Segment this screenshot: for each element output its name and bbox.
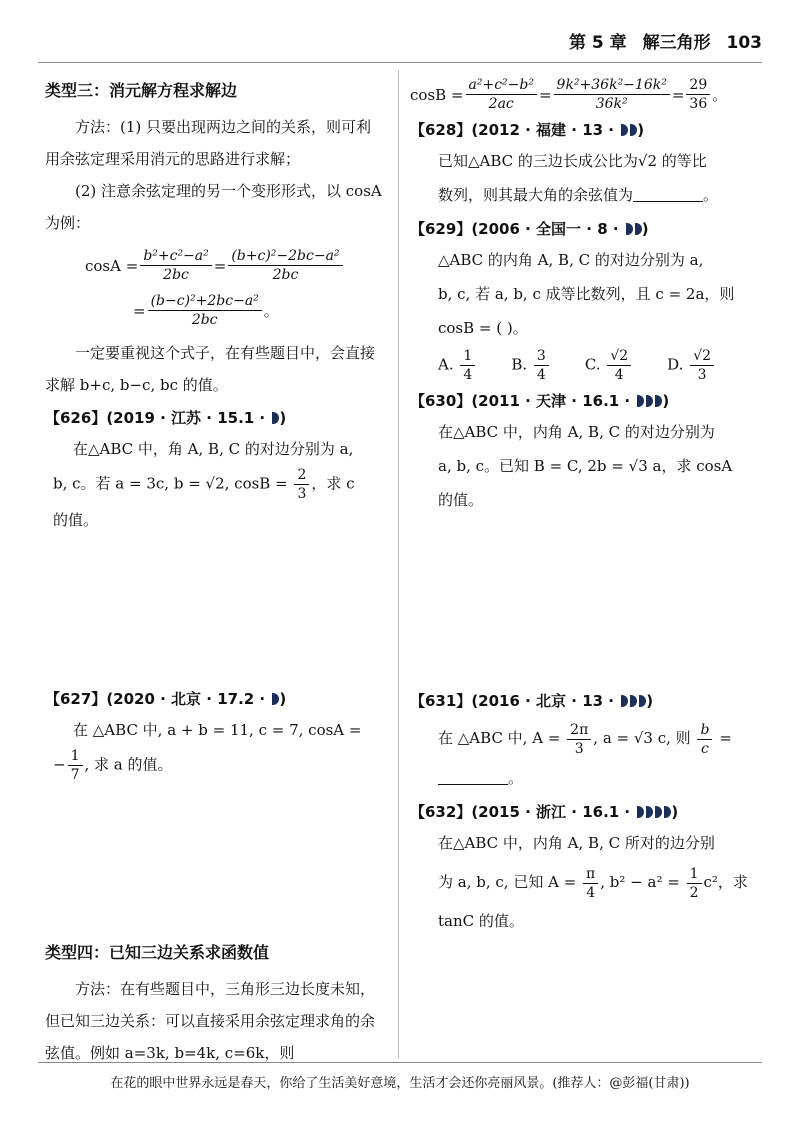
type4-title: 类型四：已知三边关系求函数值 <box>45 943 270 962</box>
difficulty-icon <box>630 695 637 707</box>
problem-627-line1: 在 △ABC 中, a + b = 11, c = 7, cosA = <box>73 721 362 739</box>
difficulty-icon <box>639 695 646 707</box>
difficulty-icon <box>630 124 637 136</box>
type3-title: 类型三：消元解方程求解边 <box>45 81 238 100</box>
fraction: $\frac{\text{(b−c)²+2bc−a²}}{2bc}$ <box>148 292 262 329</box>
problem-628-header: 【628】(2012 · 福建 · 13 · ) <box>410 121 645 139</box>
problem-628-line2: 数列，则其最大角的余弦值为 。 <box>438 186 719 204</box>
cosA-equation-1: cosA = $\frac{\text{b²+c²−a²}}{2bc}$ = $\frac{\text{(b+c)²−2bc−a²}}{2bc}$ <box>85 247 385 284</box>
problem-626-line3: 的值。 <box>53 511 99 529</box>
difficulty-icon <box>646 395 653 407</box>
problem-629-line3: cosB = ( )。 <box>438 319 528 337</box>
problem-630-line3: 的值。 <box>438 491 484 509</box>
eq-lhs: cosA = <box>85 256 139 275</box>
problem-626-header: 【626】(2019 · 江苏 · 15.1 · ) <box>45 409 287 427</box>
problem-629-line2: b, c, 若 a, b, c 成等比数列，且 c = 2a，则 <box>438 285 735 303</box>
type3-note: 一定要重视这个式子，在有些题目中，会直接求解 b+c, b−c, bc 的值。 <box>45 344 376 394</box>
footer-quote: 在花的眼中世界永远是春天，你给了生活美好意境，生活才会还你亮丽风景。(推荐人：@彭福(甘肃)) <box>110 1076 690 1091</box>
problem-627-line2: − $\frac{1}{7}$ , 求 a 的值。 <box>53 748 173 783</box>
page-number: 103 <box>726 33 762 53</box>
option-d: D. $\frac{√2}{3}$ <box>667 347 716 384</box>
problem-629-options <box>438 347 760 384</box>
difficulty-icon <box>655 806 662 818</box>
problem-632-header: 【632】(2015 · 浙江 · 16.1 · ) <box>410 803 679 821</box>
difficulty-icon <box>626 223 633 235</box>
problem-632-line2: 为 a, b, c, 已知 A = $\frac{\pi}{4}$ , b² − a² = $\frac{1}{2}$ c²，求 <box>438 865 748 901</box>
problem-626-line2: b, c。若 a = 3c, b = √2, cosB = $\frac{2}{3}$ ，求 c <box>53 467 355 502</box>
problem-630-line1: 在△ABC 中，内角 A, B, C 的对边分别为 <box>438 423 715 441</box>
fraction: $\frac{\text{b²+c²−a²}}{2bc}$ <box>140 247 211 284</box>
fraction: $\frac{\text{9k²+36k²−16k²}}{\text{36k²}}$ <box>554 76 670 113</box>
problem-632-line3: tanC 的值。 <box>438 912 524 930</box>
difficulty-icon <box>635 223 642 235</box>
difficulty-icon <box>637 395 644 407</box>
fraction: $\frac{b}{c}$ <box>697 721 712 758</box>
answer-blank <box>438 770 508 785</box>
fraction: $\frac{2}{3}$ <box>294 466 309 503</box>
type4-section <box>45 940 385 1069</box>
left-column <box>45 78 385 537</box>
difficulty-icon <box>272 412 279 424</box>
left-column-lower <box>45 682 385 784</box>
difficulty-icon <box>637 806 644 818</box>
problem-629-line1: △ABC 的内角 A, B, C 的对边分别为 a, <box>438 251 704 269</box>
difficulty-icon <box>646 806 653 818</box>
problem-source: (2020 · 北京 · 17.2 · <box>106 690 266 708</box>
fraction: $\frac{29}{36}$ <box>686 76 710 113</box>
fraction: $\frac{1}{7}$ <box>68 747 83 784</box>
fraction: $\frac{\text{a²+c²−b²}}{2ac}$ <box>466 76 537 113</box>
type3-method1: 方法：(1) 只要出现两边之间的关系，则可利用余弦定理采用消元的思路进行求解； <box>45 118 372 168</box>
problem-number: 【626】 <box>45 409 107 427</box>
type4-text: 方法：在有些题目中，三角形三边长度未知，但已知三边关系：可以直接采用余弦定理求角的余弦值。例如 a=3k, b=4k, c=6k，则 <box>45 980 376 1062</box>
fraction: $\frac{\text{(b+c)²−2bc−a²}}{2bc}$ <box>228 247 342 284</box>
cosB-equation: cosB = $\frac{\text{a²+c²−b²}}{2ac}$ = $\frac{\text{9k²+36k²−16k²}}{\text{36k²}}$ = $\frac{29}{36}$ 。 <box>410 77 728 112</box>
problem-630-header: 【630】(2011 · 天津 · 16.1 · ) <box>410 392 670 410</box>
problem-628-line1: 已知△ABC 的三边长成公比为√2 的等比 <box>438 152 707 170</box>
right-column <box>410 72 760 517</box>
problem-632-line1: 在△ABC 中，内角 A, B, C 所对的边分别 <box>438 834 715 852</box>
difficulty-icon <box>664 806 671 818</box>
problem-631-line2: 。 <box>438 761 760 795</box>
problem-631-line1: 在 △ABC 中, A = $\frac{2\pi}{3}$ , a = √3 c, 则 $\frac{b}{c}$ = <box>438 721 732 757</box>
option-a: A. $\frac{1}{4}$ <box>438 347 477 384</box>
problem-number: 【627】 <box>45 690 107 708</box>
problem-626-line1: 在△ABC 中，角 A, B, C 的对边分别为 a, <box>73 440 354 458</box>
column-divider <box>398 70 399 1058</box>
difficulty-icon <box>621 124 628 136</box>
difficulty-icon <box>655 395 662 407</box>
fraction: $\frac{2\pi}{3}$ <box>567 721 591 758</box>
difficulty-icon <box>621 695 628 707</box>
problem-629-header: 【629】(2006 · 全国一 · 8 · ) <box>410 220 649 238</box>
cosA-equation-2: = $\frac{\text{(b−c)²+2bc−a²}}{2bc}$ 。 <box>133 293 279 328</box>
chapter-title: 解三角形 <box>642 33 711 53</box>
answer-blank <box>633 187 703 202</box>
fraction: $\frac{\pi}{4}$ <box>583 865 598 902</box>
option-b: B. $\frac{3}{4}$ <box>511 347 551 384</box>
chapter-label: 第 5 章 <box>568 33 627 53</box>
type3-method2: (2) 注意余弦定理的另一个变形形式，以 cosA 为例： <box>45 182 382 232</box>
header-rule <box>38 62 762 63</box>
difficulty-icon <box>272 693 279 705</box>
problem-source: (2019 · 江苏 · 15.1 · <box>106 409 266 427</box>
page-header <box>559 28 762 53</box>
right-column-lower <box>410 684 760 938</box>
fraction: $\frac{1}{2}$ <box>687 865 702 902</box>
option-c: C. $\frac{√2}{4}$ <box>585 347 633 384</box>
problem-631-header: 【631】(2016 · 北京 · 13 · ) <box>410 692 654 710</box>
footer-rule <box>38 1062 762 1063</box>
problem-627-header: 【627】(2020 · 北京 · 17.2 · ) <box>45 690 287 708</box>
problem-630-line2: a, b, c。已知 B = C, 2b = √3 a，求 cosA <box>438 457 733 475</box>
